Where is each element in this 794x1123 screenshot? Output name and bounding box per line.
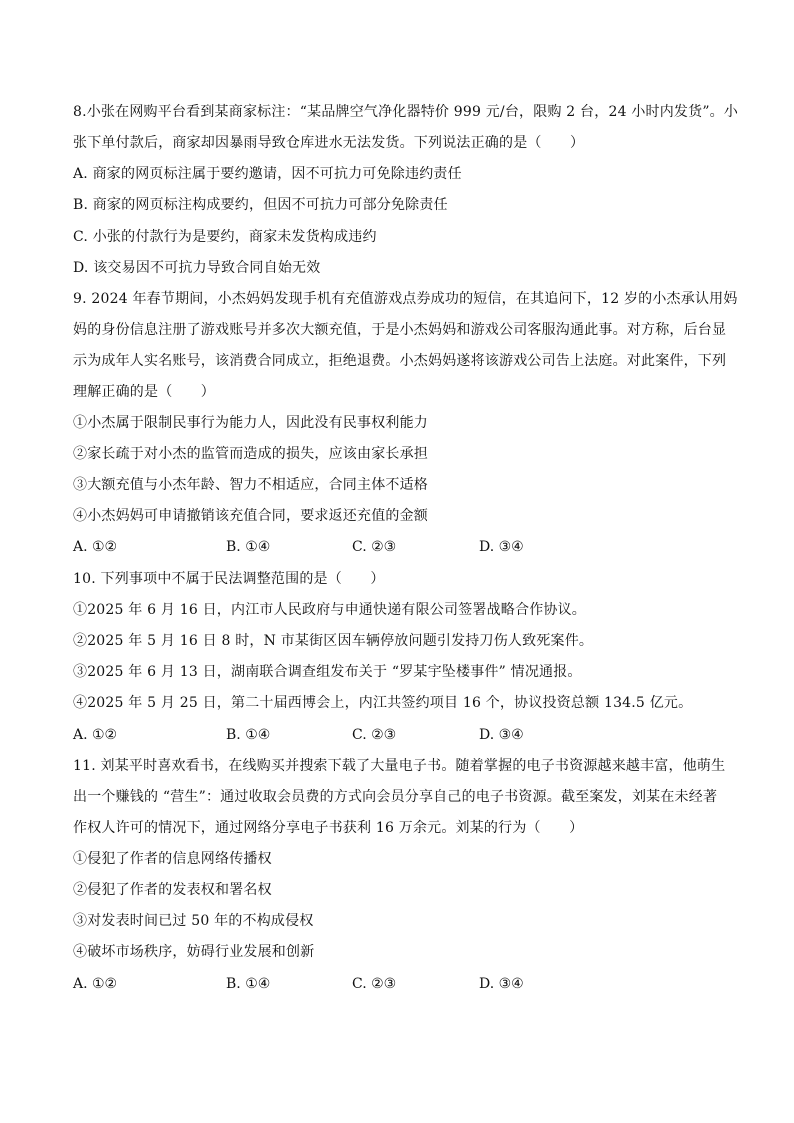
- q11-option-c: C. ②③: [352, 976, 397, 992]
- q9-statement-2: ②家长疏于对小杰的监管而造成的损失，应该由家长承担: [73, 446, 428, 462]
- q10-statement-2: ②2025 年 5 月 16 日 8 时，N 市某街区因车辆停放问题引发持刀伤人致死案件。: [73, 633, 594, 649]
- q10-option-c: C. ②③: [352, 727, 397, 743]
- q11-option-a: A. ①②: [73, 976, 118, 992]
- q10-statement-3: ③2025 年 6 月 13 日，湖南联合调查组发布关于 “罗某宇坠楼事件” 情况通报。: [73, 664, 582, 680]
- q11-statement-2: ②侵犯了作者的发表权和署名权: [73, 882, 272, 898]
- q9-option-c: C. ②③: [352, 539, 397, 555]
- q8-option-a: A. 商家的网页标注属于要约邀请，因不可抗力可免除违约责任: [73, 166, 462, 182]
- q9-stem-line3: 示为成年人实名账号，该消费合同成立，拒绝退费。小杰妈妈遂将该游戏公司告上法庭。对此案件，下列: [73, 353, 727, 369]
- q11-statement-4: ④破坏市场秩序，妨碍行业发展和创新: [73, 944, 315, 960]
- q8-option-b: B. 商家的网页标注构成要约，但因不可抗力可部分免除责任: [73, 197, 448, 213]
- q10-option-b: B. ①④: [226, 727, 271, 743]
- q9-option-b: B. ①④: [226, 539, 271, 555]
- q8-stem-line2: 张下单付款后，商家却因暴雨导致仓库进水无法发货。下列说法正确的是（ ）: [73, 135, 585, 151]
- q8-option-d: D. 该交易因不可抗力导致合同自始无效: [73, 260, 321, 276]
- q9-statement-3: ③大额充值与小杰年龄、智力不相适应，合同主体不适格: [73, 477, 428, 493]
- q9-statement-1: ①小杰属于限制民事行为能力人，因此没有民事权利能力: [73, 415, 428, 431]
- q9-statement-4: ④小杰妈妈可申请撤销该充值合同，要求返还充值的金额: [73, 508, 428, 524]
- q11-statement-3: ③对发表时间已过 50 年的不构成侵权: [73, 913, 314, 929]
- q10-option-d: D. ③④: [479, 727, 524, 743]
- q9-option-a: A. ①②: [73, 539, 118, 555]
- q11-stem-line2: 出一个赚钱的 “营生”：通过收取会员费的方式向会员分享自己的电子书资源。截至案发，刘某在未经著: [73, 789, 718, 805]
- q9-option-d: D. ③④: [479, 539, 524, 555]
- q9-stem-line1: 9. 2024 年春节期间，小杰妈妈发现手机有充值游戏点券成功的短信，在其追问下，12 岁的小杰承认用妈: [73, 291, 738, 307]
- q11-stem-line1: 11. 刘某平时喜欢看书，在线购买并搜索下载了大量电子书。随着掌握的电子书资源越来越丰富，他萌生: [73, 758, 726, 774]
- q9-stem-line2: 妈的身份信息注册了游戏账号并多次大额充值，于是小杰妈妈和游戏公司客服沟通此事。对方称，后台显: [73, 322, 727, 338]
- q10-statement-4: ④2025 年 5 月 25 日，第二十届西博会上，内江共签约项目 16 个，协议投资总额 134.5 亿元。: [73, 695, 693, 711]
- q11-statement-1: ①侵犯了作者的信息网络传播权: [73, 851, 272, 867]
- q9-stem-line4: 理解正确的是（ ）: [73, 384, 215, 400]
- q10-statement-1: ①2025 年 6 月 16 日，内江市人民政府与申通快递有限公司签署战略合作协议。: [73, 602, 586, 618]
- q10-stem-line1: 10. 下列事项中不属于民法调整范围的是（ ）: [73, 571, 385, 587]
- q11-option-d: D. ③④: [479, 976, 524, 992]
- q8-option-c: C. 小张的付款行为是要约，商家未发货构成违约: [73, 229, 377, 245]
- q11-stem-line3: 作权人许可的情况下，通过网络分享电子书获利 16 万余元。刘某的行为（ ）: [73, 820, 584, 836]
- q10-option-a: A. ①②: [73, 727, 118, 743]
- q11-option-b: B. ①④: [226, 976, 271, 992]
- q8-stem-line1: 8.小张在网购平台看到某商家标注：“某品牌空气净化器特价 999 元/台，限购 2 台，24 小时内发货”。小: [73, 104, 739, 120]
